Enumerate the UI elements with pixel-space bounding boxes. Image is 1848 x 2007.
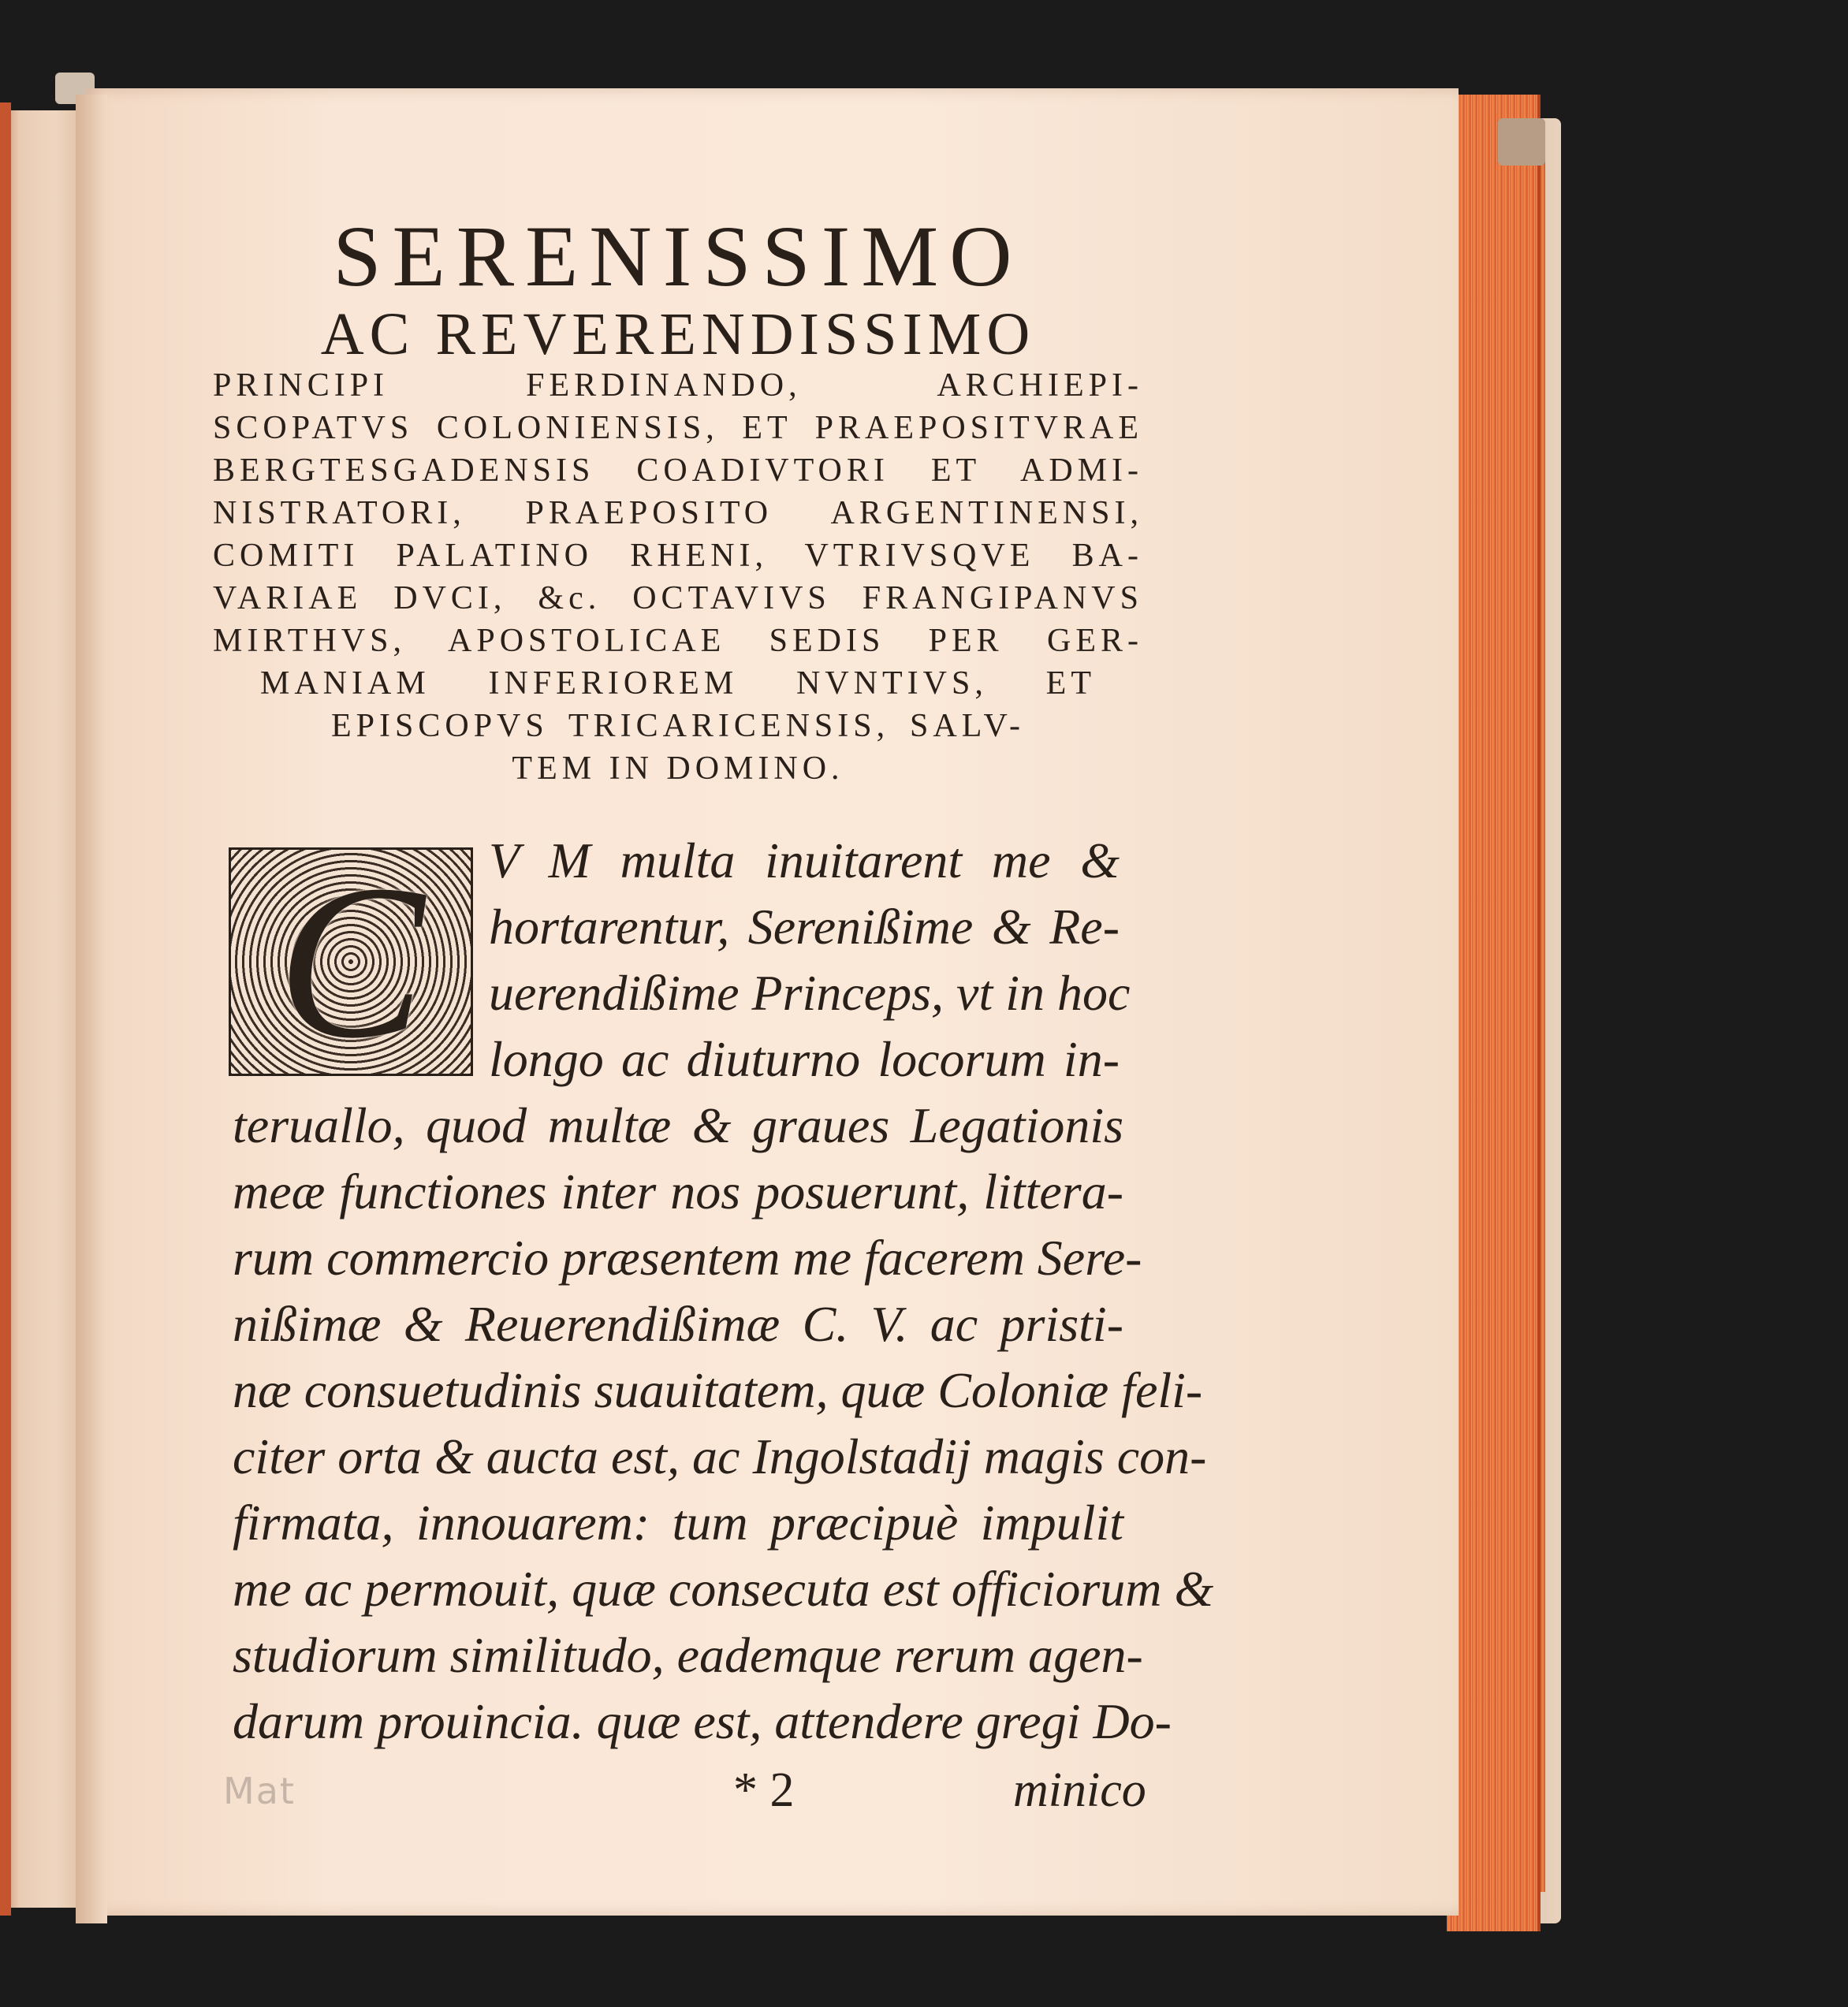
heading-line: TEM IN DOMINO.	[512, 750, 844, 787]
signature-mark: * 2	[733, 1763, 795, 1817]
body-line: longo ac diuturno locorum in-	[489, 1031, 1120, 1087]
body-line: teruallo, quod multæ & graues Legationis	[233, 1097, 1123, 1153]
heading-line: COMITI PALATINO RHENI, VTRIVSQVE BA-	[213, 538, 1143, 574]
body-line: hortarentur, Serenißime & Re-	[489, 899, 1120, 955]
heading-line: NISTRATORI, PRAEPOSITO ARGENTINENSI,	[213, 495, 1143, 531]
body-line: citer orta & aucta est, ac Ingolstadij magis con-	[233, 1428, 1207, 1484]
heading-line-1: SERENISSIMO	[333, 208, 1023, 304]
heading-line: SCOPATVS COLONIENSIS, ET PRAEPOSITVRAE	[213, 410, 1143, 446]
faint-stamp: Mat	[223, 1770, 296, 1812]
heading-line: BERGTESGADENSIS COADIVTORI ET ADMI-	[213, 452, 1143, 489]
heading-line: PRINCIPI FERDINANDO, ARCHIEPI-	[213, 367, 1143, 404]
body-line: studiorum similitudo, eademque rerum agen-	[233, 1627, 1143, 1683]
body-line: firmata, innouarem: tum præcipuè impulit	[233, 1495, 1123, 1551]
heading-line: MANIAM INFERIOREM NVNTIVS, ET	[260, 665, 1096, 702]
body-line: uerendißime Princeps, vt in hoc	[489, 965, 1131, 1021]
heading-line-2: AC REVERENDISSIMO	[320, 301, 1036, 367]
initial-letter: C	[277, 839, 425, 1084]
body-line: meæ functiones inter nos posuerunt, littera-	[233, 1164, 1123, 1219]
body-line: darum prouincia. quæ est, attendere gregi Do-	[233, 1693, 1172, 1749]
heading-line: EPISCOPVS TRICARICENSIS, SALV-	[331, 708, 1025, 744]
body-line: me ac permouit, quæ consecuta est officiorum &	[233, 1561, 1214, 1617]
dedication-heading	[213, 208, 1143, 790]
body-line: næ consuetudinis suauitatem, quæ Coloniæ feli-	[233, 1362, 1203, 1418]
body-line: nißimæ & Reuerendißimæ C. V. ac pristi-	[233, 1296, 1123, 1352]
left-page	[0, 110, 79, 1908]
body-line: rum commercio præsentem me facerem Sere-	[233, 1230, 1142, 1286]
catchword: minico	[1013, 1763, 1146, 1817]
gutter	[76, 95, 107, 1923]
headband-right	[1498, 118, 1545, 166]
decorated-initial	[229, 839, 473, 1084]
heading-line: MIRTHVS, APOSTOLICAE SEDIS PER GER-	[213, 623, 1143, 659]
page-fore-edge	[1447, 95, 1541, 1931]
left-cover-edge	[0, 102, 11, 1916]
body-line: V M multa inuitarent me &	[489, 832, 1120, 888]
heading-line: VARIAE DVCI, &c. OCTAVIVS FRANGIPANVS	[213, 580, 1143, 616]
